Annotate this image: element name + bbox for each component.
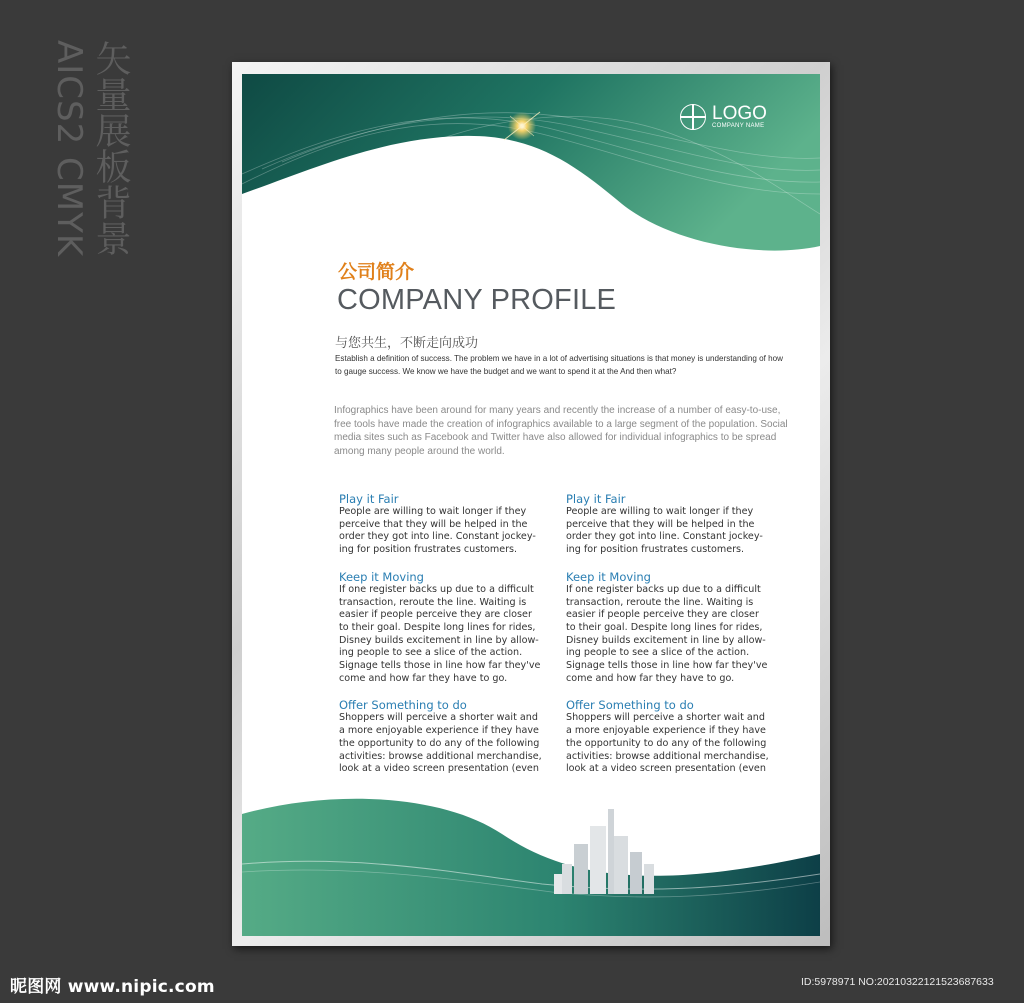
section-title: Keep it Moving [339, 569, 424, 584]
section [566, 570, 778, 686]
section-body: Shoppers will perceive a shorter wait and a more enjoyable experience if they have the opportunity to do any of the following activities: browse additional merchandise, look at a video screen presentation (even [566, 712, 769, 775]
section-title: Play it Fair [566, 492, 626, 506]
logo-text: LOGO [712, 103, 767, 124]
globe-icon [680, 104, 706, 130]
column-right [566, 492, 778, 789]
title-cn: 公司简介 [338, 261, 415, 283]
section-body: If one register backs up due to a difficult transaction, reroute the line. Waiting is easier if people perceive they are closer to their goal. Despite long lines for rides, Disney builds excitement in line by allow- ing people to see a slice of the action. Signage tells those in line how far they've come and how far they have to go. [339, 583, 541, 684]
skyline [554, 809, 654, 894]
section-title: Keep it Moving [566, 569, 651, 584]
section-body: People are willing to wait longer if they perceive that they will be helped in the order they got into line. Constant jockey- ing for position frustrates customers. [339, 506, 536, 556]
slogan: 与您共生，不断走向成功 [335, 336, 479, 351]
section [566, 492, 778, 557]
intro-paragraph-light: Infographics have been around for many years and recently the increase of a number of easy-to-use, free tools have made the creation of infographics available to a large segment of the population. Social media sites such as Facebook and Twitter have also allowed for individual infographics to be spread among many people around the world. [334, 405, 788, 457]
side-label-en: AICS2 CMYK [49, 40, 89, 258]
logo [680, 104, 767, 130]
watermark-id: ID:5978971 NO:20210322121523687633 [801, 976, 994, 988]
logo-company-name: COMPANY NAME [712, 123, 765, 129]
section-title: Offer Something to do [339, 698, 467, 713]
watermark-site: 昵图网 www.nipic.com [10, 977, 215, 997]
section [339, 570, 551, 686]
section-title: Play it Fair [339, 492, 399, 506]
poster [242, 74, 820, 936]
section-body: People are willing to wait longer if they perceive that they will be helped in the order they got into line. Constant jockey- ing for position frustrates customers. [566, 506, 763, 556]
side-label [50, 40, 130, 257]
section-body: Shoppers will perceive a shorter wait and a more enjoyable experience if they have the opportunity to do any of the following activities: browse additional merchandise, look at a video screen presentation (even [339, 712, 542, 775]
section [339, 492, 551, 557]
intro-paragraph-dark: Establish a definition of success. The problem we have in a lot of advertising situations is that money is understanding of how to gauge success. We know we have the budget and we want to spend it at the And then what? [335, 354, 783, 376]
poster-frame [232, 62, 830, 946]
column-left [339, 492, 551, 789]
section [566, 698, 778, 776]
section-body: If one register backs up due to a difficult transaction, reroute the line. Waiting is easier if people perceive they are closer to their goal. Despite long lines for rides, Disney builds excitement in line by allow- ing people to see a slice of the action. Signage tells those in line how far they've come and how far they have to go. [566, 583, 768, 684]
section-title: Offer Something to do [566, 698, 694, 713]
side-label-cn: 矢量展板背景 [90, 40, 131, 256]
section [339, 698, 551, 776]
page-title: COMPANY PROFILE [337, 284, 617, 316]
